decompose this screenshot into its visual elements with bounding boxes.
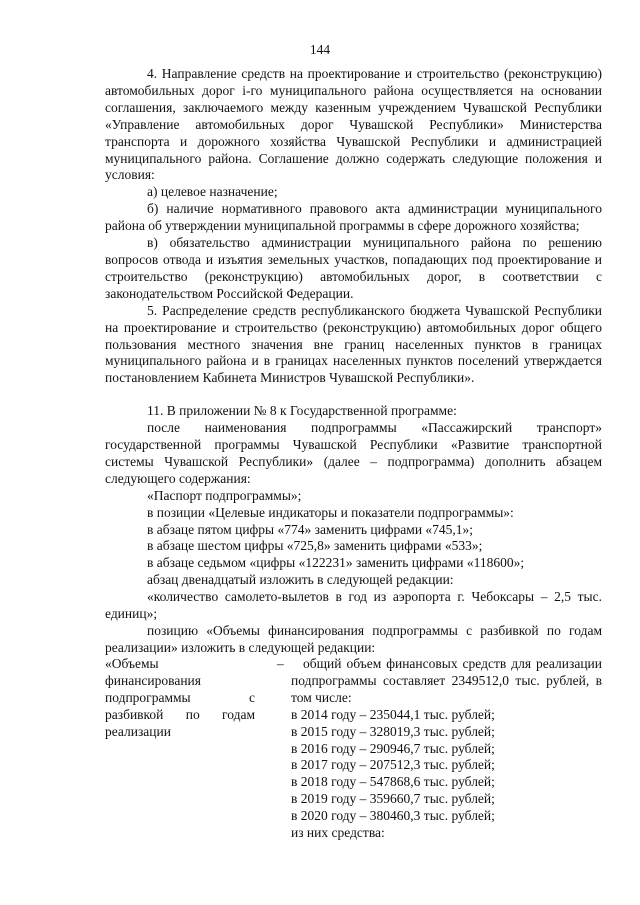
paragraph: б) наличие нормативного правового акта администрации муниципального района об утверждении муниципальной программы в сфере дорожного хозяйства;: [105, 201, 602, 234]
paragraph: в абзаце седьмом «цифры «122231» заменить цифрами «118600»;: [147, 555, 525, 571]
year-amount: в 2014 году – 235044,1 тыс. рублей;: [291, 706, 495, 722]
year-amount: в 2019 году – 359660,7 тыс. рублей;: [291, 791, 495, 807]
paragraph: в позиции «Целевые индикаторы и показатели подпрограммы»:: [147, 504, 514, 520]
year-amount: в 2016 году – 290946,7 тыс. рублей;: [291, 740, 495, 756]
paragraph: позицию «Объемы финансирования подпрограммы с разбивкой по годам реализации» изложить в следующей редакции:: [105, 623, 602, 655]
paragraph: 5. Распределение средств республиканского бюджета Чувашской Республики на проектирование и строительство (реконструкцию) автомобильных дорог общего пользования местного значения вне границ населенных пунктов в границах муниципального района и в границах населенных пунктов поселений утверждается постановлением Кабинета Министров Чувашской Республики».: [105, 302, 602, 386]
paragraph: 4. Направление средств на проектирование и строительство (реконструкцию) автомобильных дорог i-го муниципального района осуществляется на основании соглашения, заключаемого между казенным учреждением Чувашской Республики «Управление автомобильных дорог Чувашской Республики» Министерства транспорта и дорожного хозяйства Чувашской Республики и администрацией муниципального района. Соглашение должно содержать следующие положения и условия:: [105, 66, 602, 183]
section-heading: 11. В приложении № 8 к Государственной программе:: [147, 403, 457, 419]
paragraph: после наименования подпрограммы «Пассажирский транспорт» государственной программы Чувашской Республики «Развитие транспортной системы Чувашской Республики» (далее – подпрограмма) дополнить абзацем следующего содержания:: [105, 420, 602, 486]
paragraph: а) целевое назначение;: [147, 184, 278, 200]
document-body: [105, 66, 602, 657]
year-amount: в 2017 году – 207512,3 тыс. рублей;: [291, 757, 495, 773]
paragraph: абзац двенадцатый изложить в следующей редакции:: [147, 572, 454, 588]
year-amount: в 2015 году – 328019,3 тыс. рублей;: [291, 723, 495, 739]
page-number: 144: [309, 42, 331, 57]
paragraph: в) обязательство администрации муниципального района по решению вопросов отвода и изъятия земельных участков, попадающих под проектирование и строительство (реконструкцию) автомобильных дорог, в соответствии с законодательством Российской Федерации.: [105, 235, 602, 301]
passport-total: общий объем финансовых средств для реализации подпрограммы составляет 2349512,0 тыс. рублей, в том числе:: [291, 656, 602, 705]
passport-label: «Объемы финансирования подпрограммы с разбивкой по годам реализации: [105, 656, 255, 739]
passport-tail: из них средства:: [291, 825, 385, 841]
passport-dash: –: [277, 656, 284, 671]
year-amount: в 2020 году – 380460,3 тыс. рублей;: [291, 808, 495, 824]
paragraph: в абзаце шестом цифры «725,8» заменить цифрами «533»;: [147, 538, 483, 554]
passport-values: [291, 656, 602, 842]
paragraph: в абзаце пятом цифры «774» заменить цифрами «745,1»;: [147, 521, 474, 537]
year-amount: в 2018 году – 547868,6 тыс. рублей;: [291, 774, 495, 790]
paragraph: «количество самолето-вылетов в год из аэропорта г. Чебоксары – 2,5 тыс. единиц»;: [105, 589, 602, 622]
paragraph: «Паспорт подпрограммы»;: [147, 487, 302, 503]
